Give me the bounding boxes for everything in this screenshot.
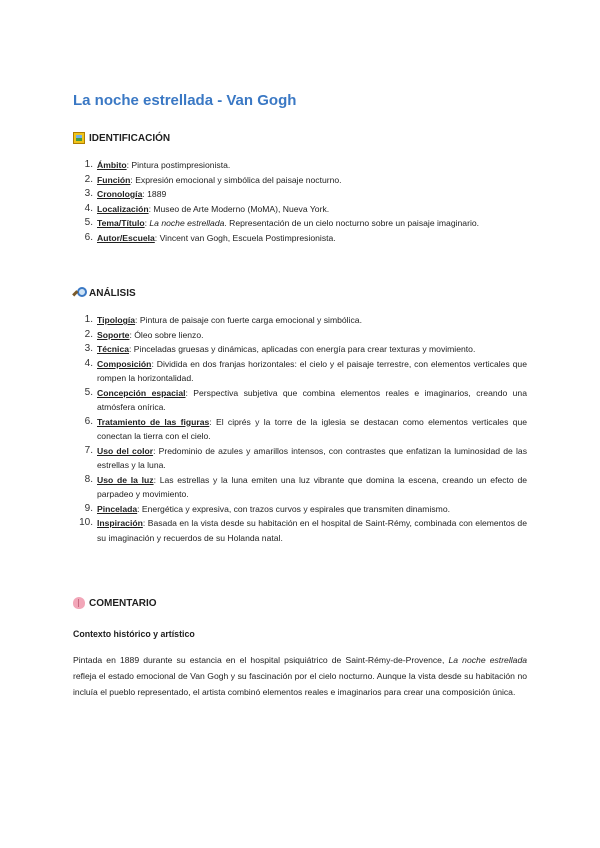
- list-number: 4.: [84, 202, 93, 214]
- item-label: Uso de la luz: [97, 474, 154, 485]
- paragraph-text-before: Pintada en 1889 durante su estancia en el hospital psiquiátrico de Saint-Rémy-de-Provence,: [73, 655, 449, 665]
- list-number: 7.: [84, 444, 93, 456]
- item-text: Pinceladas gruesas y dinámicas, aplicadas con energía para crear texturas y movimiento.: [133, 344, 476, 354]
- magnifying-glass-icon: [73, 287, 85, 299]
- list-number: 1.: [84, 314, 93, 325]
- item-separator: :: [153, 474, 160, 485]
- item-separator: :: [129, 344, 134, 354]
- analisis-list: [73, 313, 527, 545]
- list-number: 2.: [84, 173, 93, 185]
- list-item: [73, 173, 527, 188]
- section-heading-identificacion-label: IDENTIFICACIÓN: [89, 132, 171, 144]
- item-separator: :: [142, 189, 148, 199]
- item-separator: :: [126, 160, 132, 170]
- item-text: Basada en la vista desde su habitación en el hospital de Saint-Rémy, combinada con elementos de su imaginación y recuerdos de su Holanda natal.: [97, 518, 527, 543]
- item-separator: :: [151, 358, 157, 369]
- list-item: [73, 473, 527, 502]
- item-separator: :: [129, 329, 135, 340]
- list-item: [73, 444, 527, 473]
- section-heading-analisis: [73, 287, 136, 299]
- item-label: Localización: [97, 203, 149, 214]
- item-separator: :: [153, 445, 159, 456]
- item-label: Cronología: [97, 189, 143, 199]
- item-label: Función: [97, 174, 131, 185]
- list-number: 5.: [84, 217, 93, 228]
- identificacion-list: [73, 158, 527, 245]
- section-heading-comentario-label: COMENTARIO: [89, 597, 157, 609]
- item-separator: :: [135, 315, 140, 325]
- list-item: [73, 415, 527, 444]
- list-number: 8.: [84, 473, 93, 485]
- item-text: Pintura de paisaje con fuerte carga emocional y simbólica.: [139, 315, 362, 325]
- item-text: Las estrellas y la luna emiten una luz vibrante que domina la escena, creando un efecto de parpadeo y movimiento.: [97, 474, 528, 499]
- item-label: Autor/Escuela: [97, 232, 155, 243]
- item-italic-title: La noche estrellada: [149, 218, 225, 228]
- list-item: [73, 516, 527, 545]
- item-separator: :: [209, 416, 216, 427]
- item-text: Óleo sobre lienzo.: [134, 329, 204, 340]
- list-number: 4.: [84, 357, 93, 369]
- item-text: . Representación de un cielo nocturno sobre un paisaje imaginario.: [224, 218, 480, 228]
- item-label: Tratamiento de las figuras: [97, 416, 210, 427]
- item-text: Predominio de azules y amarillos intensos, con contrastes que enfatizan la luminosidad de las estrellas y la luna.: [97, 445, 528, 470]
- list-item: [73, 202, 527, 217]
- framed-picture-icon: [73, 132, 85, 144]
- document-title: La noche estrellada - Van Gogh: [73, 92, 297, 109]
- item-text: El ciprés y la torre de la iglesia se destacan como elementos verticales que conectan la tierra con el cielo.: [97, 416, 528, 441]
- list-item: [73, 342, 527, 357]
- list-number: 6.: [84, 231, 93, 243]
- paragraph-italic-title: La noche estrellada: [448, 655, 527, 665]
- item-label: Soporte: [97, 329, 130, 340]
- comentario-paragraph: [73, 652, 527, 700]
- brain-icon: [73, 597, 85, 609]
- list-number: 10.: [79, 517, 93, 528]
- list-number: 1.: [84, 159, 93, 170]
- item-text: Energética y expresiva, con trazos curvos y espirales que transmiten dinamismo.: [141, 503, 450, 514]
- item-separator: :: [185, 387, 194, 398]
- list-number: 3.: [84, 343, 93, 354]
- comentario-subheading: Contexto histórico y artístico: [73, 629, 195, 639]
- item-separator: :: [137, 503, 142, 514]
- list-item: [73, 313, 527, 328]
- section-heading-comentario: [73, 597, 157, 609]
- item-label: Concepción espacial: [97, 387, 186, 398]
- item-text: Dividida en dos franjas horizontales: el cielo y el paisaje terrestre, con elementos verticales que rompen la horizontalidad.: [97, 358, 527, 383]
- item-text: Pintura postimpresionista.: [131, 160, 231, 170]
- list-number: 9.: [84, 502, 93, 514]
- paragraph-text-after: refleja el estado emocional de Van Gogh y su fascinación por el cielo nocturno. Aunque la vista desde su habitación no incluía el pueblo representado, el artista combinó elementos reales e imaginarios para crear una composición única.: [73, 671, 527, 697]
- list-item: [73, 187, 527, 202]
- list-item: [73, 357, 527, 386]
- item-label: Composición: [97, 358, 152, 369]
- item-text: Vincent van Gogh, Escuela Postimpresionista.: [159, 232, 336, 243]
- item-text: Museo de Arte Moderno (MoMA), Nueva York.: [153, 203, 330, 214]
- list-number: 5.: [84, 386, 93, 398]
- item-text: Expresión emocional y simbólica del paisaje nocturno.: [135, 174, 342, 185]
- list-item: [73, 386, 527, 415]
- item-separator: :: [142, 518, 148, 528]
- item-label: Pincelada: [97, 503, 138, 514]
- list-item: [73, 158, 527, 173]
- section-heading-identificacion: [73, 132, 170, 144]
- item-separator: :: [148, 203, 154, 214]
- item-label: Inspiración: [97, 518, 143, 528]
- item-label: Técnica: [97, 344, 130, 354]
- item-separator: :: [154, 232, 160, 243]
- item-separator: :: [144, 218, 150, 228]
- list-number: 3.: [84, 188, 93, 199]
- list-item: [73, 216, 527, 231]
- list-item: [73, 502, 527, 517]
- item-label: Tema/Título: [97, 218, 145, 228]
- list-number: 2.: [84, 328, 93, 340]
- list-item: [73, 328, 527, 343]
- item-label: Uso del color: [97, 445, 154, 456]
- section-heading-analisis-label: ANÁLISIS: [89, 287, 136, 299]
- list-number: 6.: [84, 415, 93, 427]
- item-text: 1889: [147, 189, 167, 199]
- list-item: [73, 231, 527, 246]
- item-label: Ámbito: [97, 160, 127, 170]
- item-label: Tipología: [97, 315, 136, 325]
- item-text: Perspectiva subjetiva que combina elementos reales e imaginarios, creando una atmósfera onírica.: [97, 387, 527, 412]
- item-separator: :: [130, 174, 136, 185]
